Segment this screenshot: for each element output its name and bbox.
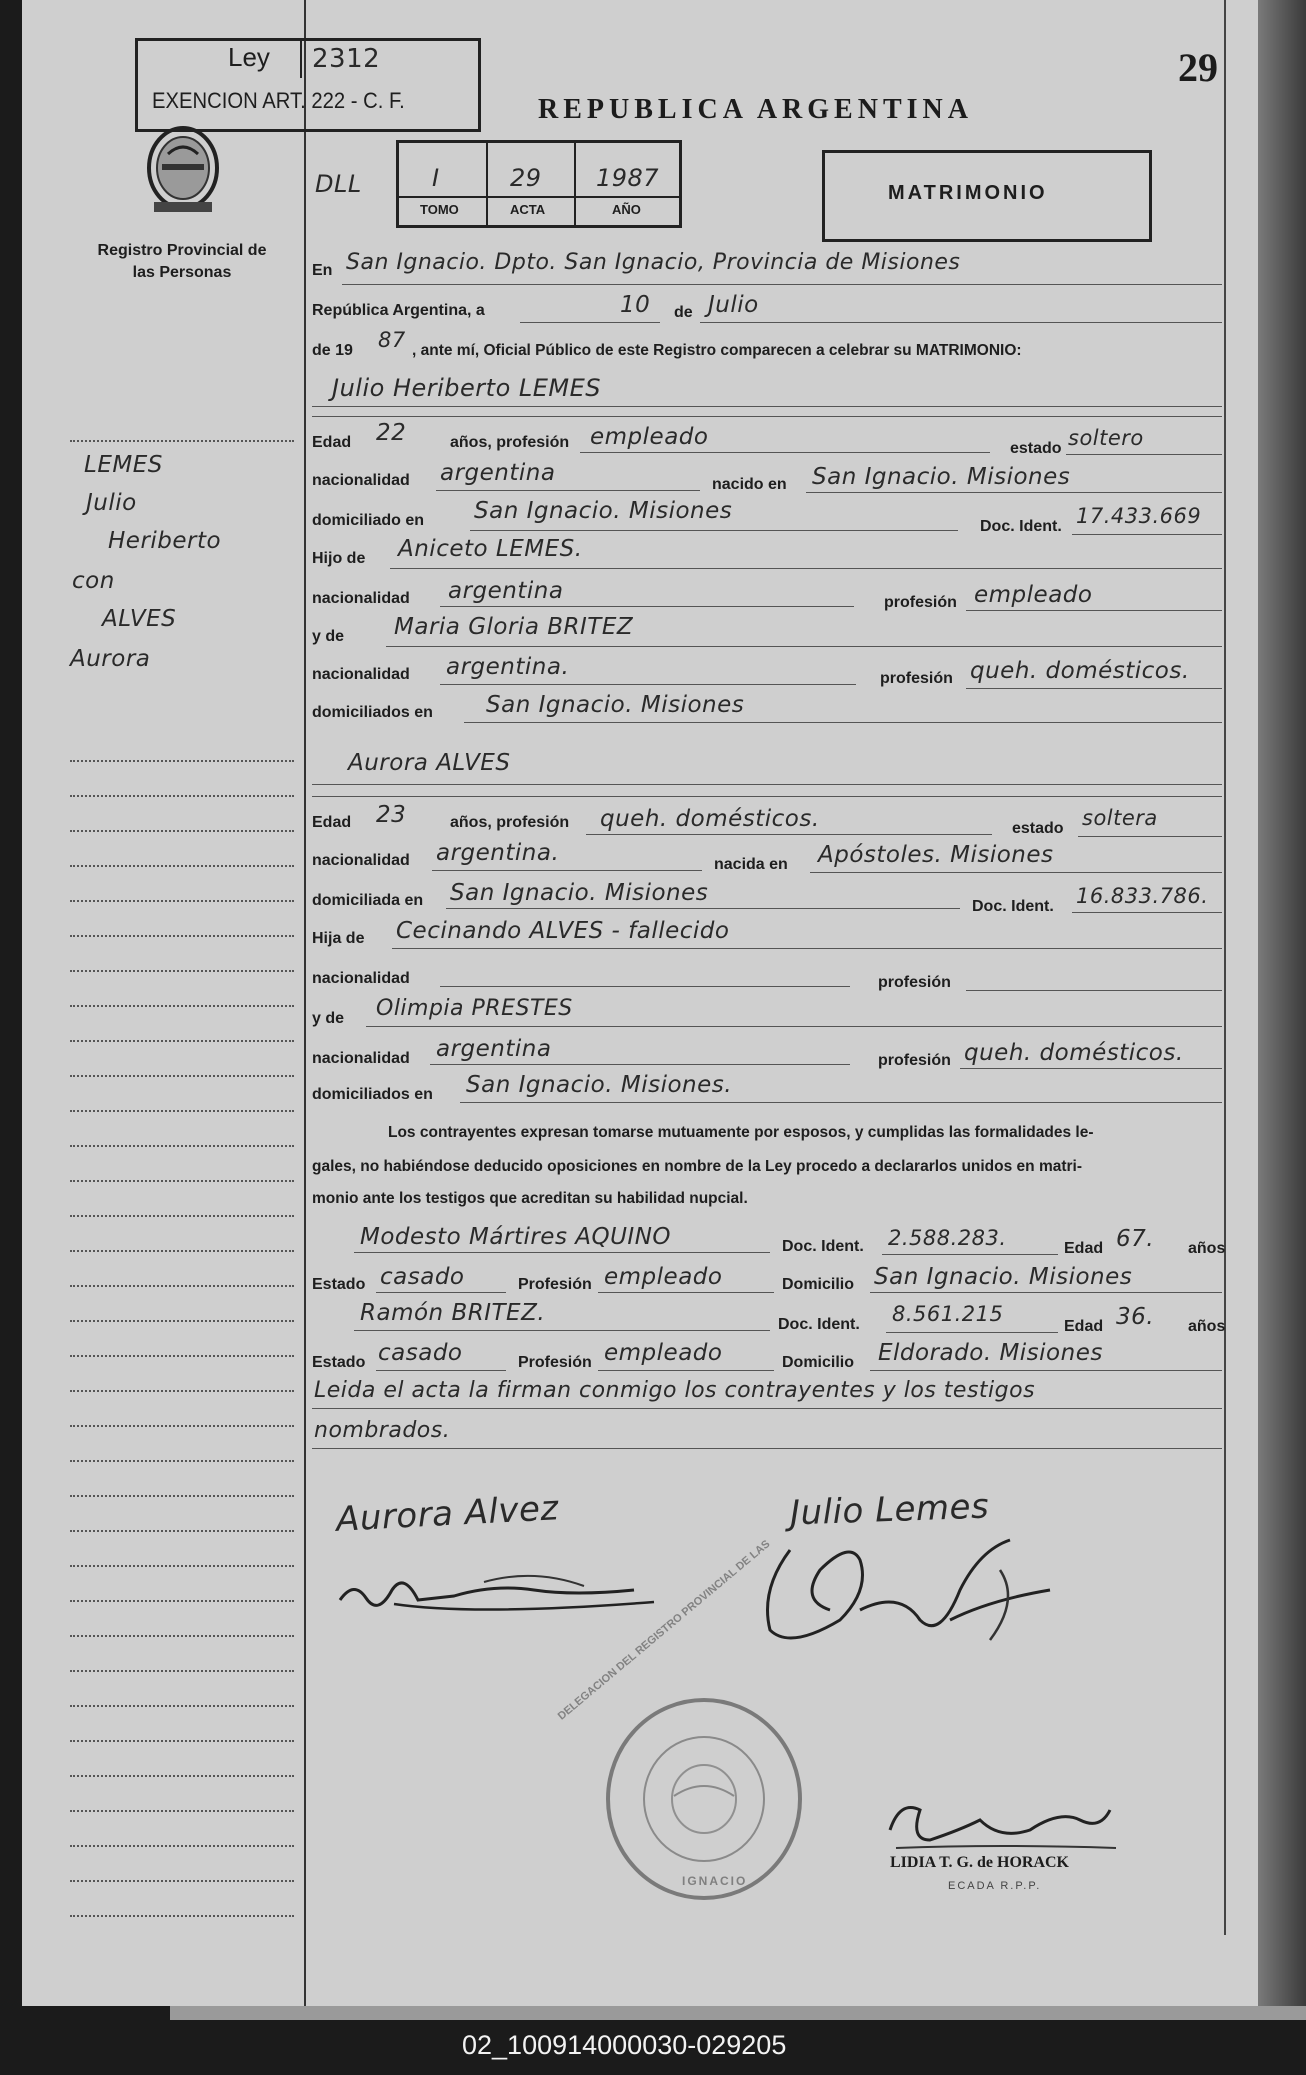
groom-mother-prof: queh. domésticos. [970, 658, 1190, 684]
margin-given-name-1: Julio [86, 490, 137, 516]
groom-edad: 22 [376, 420, 407, 446]
groom-nac-label: nacionalidad [312, 472, 410, 489]
anio-value: 1987 [596, 164, 660, 192]
stamp-ley-label: Ley [228, 42, 270, 72]
margin-given-name-2: Heriberto [108, 528, 222, 554]
official-title: ECADA R.P.P. [948, 1880, 1042, 1892]
groom-nacido-label: nacido en [712, 476, 787, 493]
groom-father-nac: argentina [448, 578, 564, 604]
groom-dom-label: domiciliado en [312, 512, 425, 529]
bride-mother: Olimpia PRESTES [376, 996, 573, 1021]
bride-nac-label: nacionalidad [312, 852, 410, 869]
official-seal-icon [604, 1696, 804, 1902]
bride-nacida-label: nacida en [714, 856, 788, 873]
bride-doc-label: Doc. Ident. [972, 898, 1054, 915]
bride-mother-prof: queh. domésticos. [964, 1040, 1184, 1066]
witness-1-edad-label: Edad [1064, 1240, 1104, 1257]
en-label: En [312, 262, 333, 279]
year-label: de 19 [312, 342, 353, 359]
witness-2-domicilio: Eldorado. Misiones [878, 1340, 1103, 1366]
bride-father-label: Hija de [312, 930, 365, 947]
day: 10 [620, 292, 651, 318]
bride-dom-label: domiciliada en [312, 892, 424, 909]
bride-mother-prof-label: profesión [878, 1052, 951, 1069]
declaration-line-3: monio ante los testigos que acreditan su habilidad nupcial. [312, 1190, 748, 1207]
bride-doc: 16.833.786. [1076, 884, 1209, 908]
margin-surname-groom: LEMES [84, 452, 163, 478]
page-number: 29 [1178, 45, 1218, 90]
bride-estado-label: estado [1012, 820, 1064, 837]
bride-parents-dom: San Ignacio. Misiones. [466, 1072, 733, 1098]
groom-parents-dom: San Ignacio. Misiones [486, 692, 745, 718]
bride-edad-label: Edad [312, 814, 352, 831]
stamp-exemption-text: EXENCION ART. 222 - C. F. [152, 88, 405, 113]
margin-divider [304, 0, 306, 2006]
bride-mother-nac: argentina [436, 1036, 552, 1062]
bride-edad: 23 [376, 802, 407, 828]
witness-2-doc: 8.561.215 [892, 1302, 1004, 1326]
witness-2-prof-label: Profesión [518, 1354, 592, 1371]
bride-father-prof-label: profesión [878, 974, 951, 991]
witness-1-estado: casado [380, 1264, 465, 1290]
groom-doc: 17.433.669 [1076, 504, 1202, 528]
seal-bottom-text: IGNACIO [682, 1874, 748, 1888]
witness-2-dom-label: Domicilio [782, 1354, 855, 1371]
bride-mother-nac-label: nacionalidad [312, 1050, 410, 1067]
exemption-stamp [135, 38, 481, 132]
witness-signature-left [334, 1560, 664, 1630]
groom-nacionalidad: argentina [440, 460, 556, 486]
groom-signature: Julio Lemes [789, 1486, 990, 1534]
groom-doc-label: Doc. Ident. [980, 518, 1062, 535]
closing-line-2: nombrados. [314, 1418, 451, 1443]
bride-nacionalidad: argentina. [436, 840, 560, 866]
groom-mother: Maria Gloria BRITEZ [394, 614, 634, 640]
registry-name: Registro Provincial de las Personas [97, 242, 267, 281]
groom-nacido: San Ignacio. Misiones [812, 464, 1071, 490]
month: Julio [708, 292, 759, 318]
witness-1-estado-label: Estado [312, 1276, 366, 1293]
witness-1-edad: 67. [1116, 1226, 1155, 1252]
bride-parents-dom-label: domiciliados en [312, 1086, 433, 1103]
ref-margin-note: DLL [315, 170, 362, 198]
witness-2-name: Ramón BRITEZ. [360, 1300, 546, 1326]
bride-mother-label: y de [312, 1010, 345, 1027]
witness-1-anios-label: años [1188, 1240, 1226, 1257]
anio-label: AÑO [612, 202, 641, 217]
witness-2-edad: 36. [1116, 1304, 1155, 1330]
bride-name: Aurora ALVES [348, 750, 511, 776]
groom-name: Julio Heriberto LEMES [332, 374, 602, 402]
groom-father-nac-label: nacionalidad [312, 590, 410, 607]
groom-prof-label: años, profesión [450, 434, 570, 451]
coat-of-arms-icon [138, 120, 228, 220]
bride-profesion: queh. domésticos. [600, 806, 820, 832]
witness-2-estado-label: Estado [312, 1354, 366, 1371]
witness-2-profesion: empleado [604, 1340, 723, 1366]
republica-label: República Argentina, a [312, 302, 485, 319]
groom-father-label: Hijo de [312, 550, 366, 567]
bride-estado: soltera [1082, 806, 1158, 830]
witness-2-anios-label: años [1188, 1318, 1226, 1335]
witness-1-domicilio: San Ignacio. Misiones [874, 1264, 1133, 1290]
declaration-line-2: gales, no habiéndose deducido oposiciones en nombre de la Ley procedo a declararlos unidos en matri- [312, 1158, 1083, 1175]
witness-1-doc: 2.588.283. [888, 1226, 1007, 1250]
place: San Ignacio. Dpto. San Ignacio, Provincia de Misiones [346, 250, 961, 275]
bride-nacida: Apóstoles. Misiones [818, 842, 1054, 868]
intro-text: , ante mí, Oficial Público de este Registro comparecen a celebrar su MATRIMONIO: [412, 342, 1022, 359]
witness-1-name: Modesto Mártires AQUINO [360, 1224, 672, 1250]
groom-mother-label: y de [312, 628, 345, 645]
seal-text: DELEGACION DEL REGISTRO PROVINCIAL DE LAS [555, 1538, 773, 1723]
bride-domicilio: San Ignacio. Misiones [450, 880, 709, 906]
witness-2-edad-label: Edad [1064, 1318, 1104, 1335]
bride-father: Cecinando ALVES - fallecido [396, 918, 730, 944]
groom-parents-dom-label: domiciliados en [312, 704, 433, 721]
official-name: LIDIA T. G. de HORACK [890, 1854, 1069, 1871]
groom-edad-label: Edad [312, 434, 352, 451]
groom-estado-label: estado [1010, 440, 1062, 457]
witness-2-doc-label: Doc. Ident. [778, 1316, 860, 1333]
groom-mother-prof-label: profesión [880, 670, 953, 687]
groom-father: Aniceto LEMES. [398, 536, 583, 562]
official-signature [880, 1790, 1120, 1860]
groom-father-prof-label: profesión [884, 594, 957, 611]
country-title: REPUBLICA ARGENTINA [538, 94, 973, 125]
witness-1-prof-label: Profesión [518, 1276, 592, 1293]
year: 87 [378, 328, 406, 352]
groom-estado: soltero [1068, 426, 1144, 450]
book-bottom-edge [170, 2006, 1306, 2020]
margin-connector: con [72, 568, 115, 594]
witness-1-doc-label: Doc. Ident. [782, 1238, 864, 1255]
file-id: 02_100914000030-029205 [462, 2030, 787, 2060]
tomo-label: TOMO [420, 202, 459, 217]
groom-father-prof: empleado [974, 582, 1093, 608]
witness-signature-right [750, 1530, 1080, 1660]
acta-label: ACTA [510, 202, 546, 217]
right-border [1224, 0, 1226, 1935]
margin-surname-bride: ALVES [102, 606, 177, 632]
book-edge [1258, 0, 1306, 2006]
bride-father-nac-label: nacionalidad [312, 970, 410, 987]
groom-mother-nac-label: nacionalidad [312, 666, 410, 683]
groom-profesion: empleado [590, 424, 709, 450]
act-type-title: MATRIMONIO [888, 182, 1048, 204]
margin-given-name-bride: Aurora [70, 646, 151, 672]
closing-line-1: Leida el acta la firman conmigo los contrayentes y los testigos [314, 1378, 1036, 1403]
witness-2-estado: casado [378, 1340, 463, 1366]
groom-mother-nac: argentina. [446, 654, 570, 680]
groom-domicilio: San Ignacio. Misiones [474, 498, 733, 524]
stamp-ley-number: 2312 [312, 44, 381, 74]
witness-1-profesion: empleado [604, 1264, 723, 1290]
bride-prof-label: años, profesión [450, 814, 570, 831]
bride-signature: Aurora Alvez [335, 1488, 560, 1540]
witness-1-dom-label: Domicilio [782, 1276, 855, 1293]
de-label: de [674, 304, 693, 321]
acta-value: 29 [510, 164, 542, 192]
declaration-line-1: Los contrayentes expresan tomarse mutuamente por esposos, y cumplidas las formalidades le- [388, 1124, 1094, 1141]
tomo-value: I [432, 164, 440, 192]
